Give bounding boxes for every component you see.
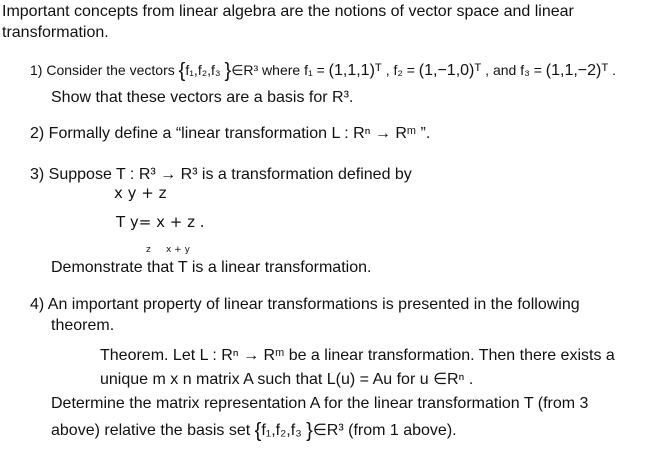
- q4-set-close-brace: }: [306, 420, 313, 442]
- question-2: 2) Formally define a “linear transformation L : Rⁿ → Rᵐ ”.: [30, 125, 431, 142]
- theorem-line-2: unique m x n matrix A such that L(u) = Au for u ∈Rⁿ .: [100, 371, 474, 388]
- question-1-line-1: [30, 59, 617, 82]
- q4-line-4-prefix: above) relative the basis set: [51, 422, 255, 439]
- question-4-line-2: theorem.: [51, 317, 115, 334]
- intro-line-2: transformation.: [2, 24, 109, 41]
- question-1-line-2: Show that these vectors are a basis for R³.: [51, 89, 354, 106]
- q4-line-4-suffix: ∈R³ (from 1 above).: [312, 422, 457, 439]
- q3-matrix-top-row: x y + z: [114, 184, 167, 202]
- q1-set-open-brace: {: [178, 60, 186, 82]
- q1-vector-f3: (1,1,−2)ᵀ: [545, 62, 609, 79]
- q1-vector-f1: (1,1,1)ᵀ: [328, 62, 382, 79]
- q1-sep-1: , f₂ =: [381, 62, 419, 78]
- q1-set-items: f₁,f₂,f₃: [185, 62, 225, 78]
- q4-set-items: f₁,f₂,f₃: [261, 422, 307, 439]
- question-4-line-1: 4) An important property of linear transformations is presented in the following: [30, 296, 580, 313]
- q3-matrix-middle-row: T y= x + z .: [116, 213, 205, 231]
- question-4-line-4: [51, 419, 457, 442]
- question-3-final-line: Demonstrate that T is a linear transformation.: [51, 259, 372, 276]
- theorem-line-1: Theorem. Let L : Rⁿ → Rᵐ be a linear transformation. Then there exists a: [100, 347, 615, 364]
- q3-matrix-bottom-left: z: [146, 245, 151, 255]
- q1-set-close-brace: }: [224, 60, 232, 82]
- q1-in-r3: ∈R³ where f₁ =: [231, 62, 329, 78]
- q4-set-open-brace: {: [254, 420, 262, 442]
- q1-prefix: 1) Consider the vectors: [30, 62, 179, 78]
- q1-sep-2: , and f₃ =: [481, 62, 546, 78]
- q1-vector-f2: (1,−1,0)ᵀ: [418, 62, 482, 79]
- question-3-line-1: 3) Suppose T : R³ → R³ is a transformation defined by: [30, 166, 412, 183]
- intro-line-1: Important concepts from linear algebra are the notions of vector space and linear: [2, 3, 574, 20]
- question-4-line-3: Determine the matrix representation A for the linear transformation T (from 3: [51, 395, 589, 412]
- q1-end: .: [608, 62, 617, 78]
- q3-matrix-bottom-right: x + y: [166, 245, 190, 255]
